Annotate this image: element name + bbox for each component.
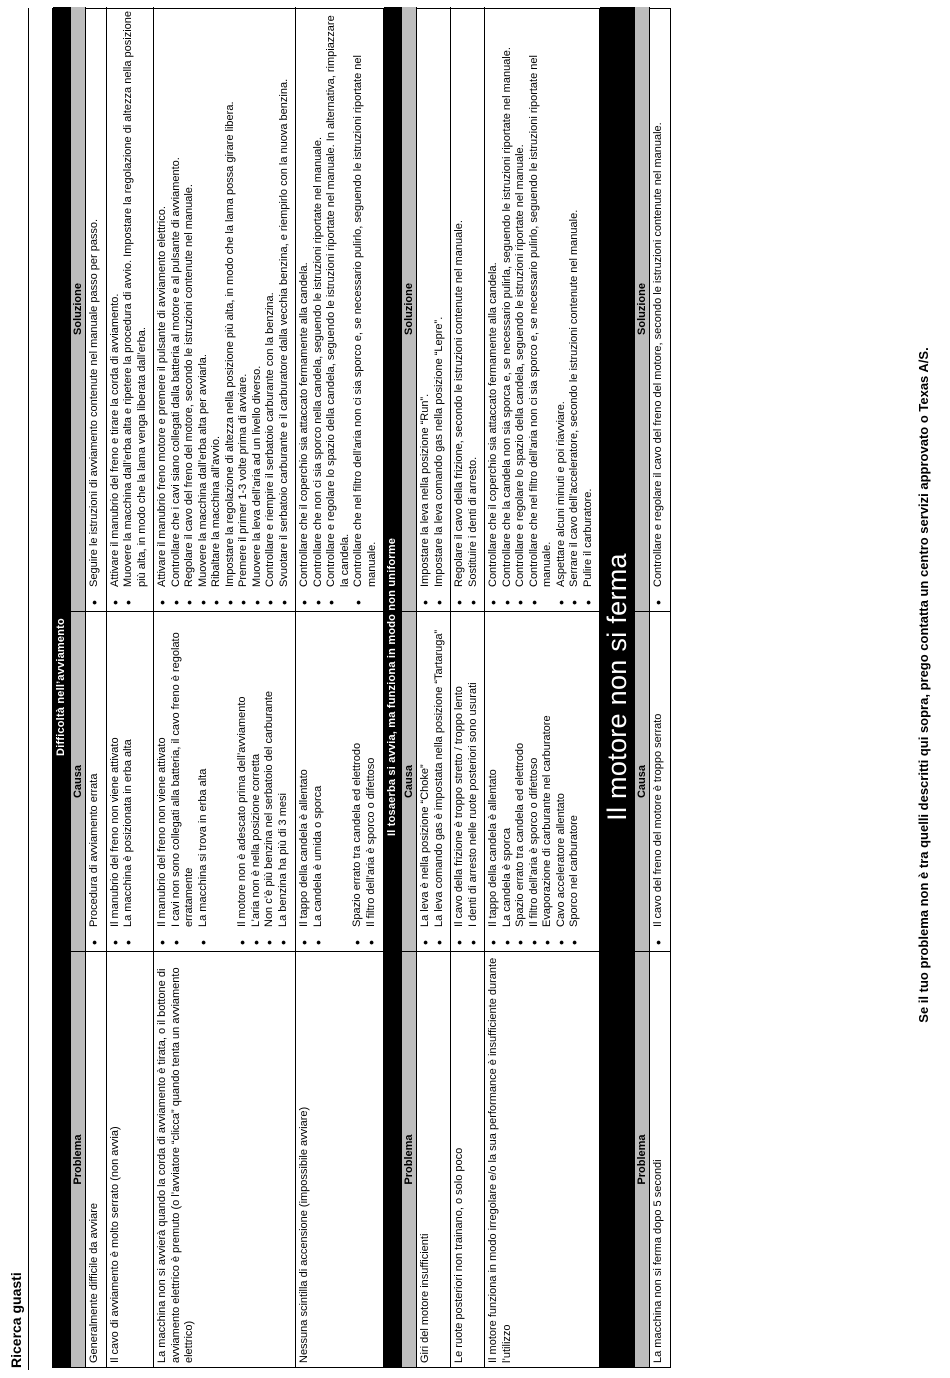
solution-item: • Controllare che non ci sia sporco nella candela, seguendo le istruzioni riportate nel manuale. bbox=[312, 11, 326, 607]
solution-item: • Pulire il carburatore. bbox=[582, 11, 596, 607]
cause-item: • Spazio errato tra candela ed elettrodo bbox=[514, 616, 528, 947]
solution-item: • Impostare la leva comando gas nella posizione “Lepre”. bbox=[433, 11, 447, 607]
cause-cell bbox=[86, 612, 107, 952]
cause-item: • Evaporazione di carburante nel carburatore bbox=[541, 616, 555, 947]
cause-item: • Il cavo del freno del motore è troppo serrato bbox=[652, 616, 666, 947]
cause-item: • Il motore non è adescato prima dell’avviamento bbox=[236, 616, 250, 947]
title-rule bbox=[28, 8, 29, 1370]
solution-item: • Attivare il manubrio freno motore e premere il pulsante di avviamento elettrico. bbox=[156, 11, 170, 607]
solution-cell bbox=[417, 7, 451, 612]
solution-item: • Muovere la leva dell’aria ad un livello diverso. bbox=[251, 11, 265, 607]
cause-item: • Il filtro dell’aria è sporco o difettoso bbox=[365, 616, 379, 947]
solution-item: • Attivare il manubrio del freno e tirare la corda di avviamento. bbox=[109, 11, 123, 607]
cause-cell bbox=[417, 612, 451, 952]
cause-cell bbox=[485, 612, 599, 952]
solution-item: • Controllare che il coperchio sia attaccato fermamente alla candela. bbox=[298, 11, 312, 607]
cause-cell bbox=[154, 612, 296, 952]
section-header: Difficoltà nell’avviamento bbox=[53, 7, 70, 1367]
cause-item: • Il filtro dell’aria è sporco o difettoso bbox=[528, 616, 542, 947]
problem-cell: Giri del motore insufficienti bbox=[417, 952, 451, 1367]
solution-item: • Controllare e riempire il serbatoio carburante con la benzina. bbox=[264, 11, 278, 607]
cause-item: • I cavi non sono collegati alla batteria, il cavo freno è regolato erratamente bbox=[170, 616, 197, 947]
solution-item: • Svuotare il serbatoio carburante e il carburatore dalla vecchia benzina, e riempirlo con la nuova benzina. bbox=[278, 11, 292, 607]
troubleshooting-table bbox=[52, 8, 892, 1368]
cause-item: • I denti di arresto nelle ruote posteriori sono usurati bbox=[467, 616, 481, 947]
solution-item: • Serrare il cavo dell’acceleratore, secondo le istruzioni contenute nel manuale. bbox=[568, 11, 582, 607]
cause-item: • La macchina si trova in erba alta bbox=[197, 616, 211, 947]
problem-cell: Nessuna scintilla di accensione (impossibile avviare) bbox=[298, 1106, 310, 1363]
col-header-solution: Soluzione bbox=[70, 7, 86, 612]
solution-cell bbox=[296, 7, 383, 612]
section-header: Il tosaerba si avvia, ma funziona in modo non uniforme bbox=[384, 7, 401, 1367]
solution-item: • Controllare che la candela non sia sporca e, se necessario pulirla, seguendo le istruzioni riportate nel manuale. bbox=[501, 11, 515, 607]
col-header-solution: Soluzione bbox=[401, 7, 417, 612]
solution-cell bbox=[107, 7, 155, 612]
col-header-cause: Causa bbox=[401, 612, 417, 952]
col-header-problem: Problema bbox=[70, 952, 86, 1367]
solution-item: • Controllare che nel filtro dell’aria non ci sia sporco e, se necessario pulirlo, seguendo le istruzioni riportate nel manuale. bbox=[528, 11, 555, 607]
cause-item: • La macchina è posizionata in erba alta bbox=[122, 616, 136, 947]
solution-item: • Seguire le istruzioni di avviamento contenute nel manuale passo per passo. bbox=[88, 11, 102, 607]
cause-item: • Il manubrio del freno non viene attivato bbox=[156, 616, 170, 947]
cause-cell bbox=[296, 612, 383, 952]
section-uneven-running bbox=[384, 8, 600, 1368]
cause-item: • Il manubrio del freno non viene attivato bbox=[109, 616, 123, 947]
cause-item: • Il tappo della candela è allentato bbox=[298, 616, 312, 947]
solution-item: • Aspettare alcuni minuti e poi riavviare. bbox=[555, 11, 569, 607]
solution-cell bbox=[485, 7, 599, 612]
solution-item: • Premere il primer 1-3 volte prima di avviare. bbox=[237, 11, 251, 607]
solution-cell bbox=[86, 7, 107, 612]
cause-item: • La leva comando gas è impostata nella posizione “Tartaruga” bbox=[433, 616, 447, 947]
cause-item: • Cavo acceleratore allentato bbox=[555, 616, 569, 947]
col-header-solution: Soluzione bbox=[634, 7, 650, 612]
cause-cell bbox=[451, 612, 485, 952]
problem-cell: Generalmente difficile da avviare bbox=[86, 952, 107, 1367]
solution-item: • Ribaltare la macchina all’avvio. bbox=[210, 11, 224, 607]
problem-cell: Le ruote posteriori non trainano, o solo poco bbox=[451, 952, 485, 1367]
solution-item: • Controllare e regolare il cavo del freno del motore, secondo le istruzioni contenute nel manuale. bbox=[652, 11, 666, 607]
col-header-cause: Causa bbox=[70, 612, 86, 952]
cause-item: • La candela è umida o sporca bbox=[312, 616, 326, 947]
solution-item: • Controllare che i cavi siano collegati dalla batteria al motore e al pulsante di avviamento. bbox=[170, 11, 184, 607]
cause-item: • Il tappo della candela è allentato bbox=[487, 616, 501, 947]
cause-item: • Non c’è più benzina nel serbatoio del carburante bbox=[263, 616, 277, 947]
problem-cell: Il motore funziona in modo irregolare e/o la sua performance è insufficiente durante l’utilizzo bbox=[487, 957, 513, 1363]
problem-cell: Il cavo di avviamento è molto serrato (non avvia) bbox=[107, 952, 155, 1367]
solution-item: • Regolare il cavo della frizione, secondo le istruzioni contenute nel manuale. bbox=[453, 11, 467, 607]
page-title: Ricerca guasti bbox=[8, 1272, 24, 1368]
cause-item: • La candela è sporca bbox=[501, 616, 515, 947]
solution-item: • Regolare il cavo del freno del motore, secondo le istruzioni contenute nel manuale. bbox=[183, 11, 197, 607]
solution-item: • Controllare che nel filtro dell’aria non ci sia sporco e, se necessario pulirlo, seguendo le istruzioni riportate nel manuale. bbox=[352, 11, 379, 607]
solution-item: • Sostituire i denti di arresto. bbox=[467, 11, 481, 607]
section-starting-difficulty bbox=[52, 8, 384, 1368]
solution-item: • Impostare la leva nella posizione “Run”. bbox=[419, 11, 433, 607]
solution-cell bbox=[154, 7, 296, 612]
cause-item: • L’aria non è nella posizione corretta bbox=[250, 616, 264, 947]
col-header-problem: Problema bbox=[634, 952, 650, 1367]
cause-item: • La benzina ha più di 3 mesi bbox=[277, 616, 291, 947]
section-header: Il motore non si ferma bbox=[600, 7, 634, 1367]
solution-item: • Controllare e regolare lo spazio della candela, seguendo le istruzioni riportate nel manuale. bbox=[514, 11, 528, 607]
cause-item: • Il cavo della frizione è troppo stretto / troppo lento bbox=[453, 616, 467, 947]
cause-item: • Sporco nel carburatore bbox=[568, 616, 582, 947]
col-header-cause: Causa bbox=[634, 612, 650, 952]
problem-cell: La macchina non si ferma dopo 5 secondi bbox=[652, 1159, 664, 1363]
solution-item: • Impostare la regolazione di altezza nella posizione più alta, in modo che la lama possa girare libera. bbox=[224, 11, 238, 607]
footer-note: Se il tuo problema non è tra quelli descritti qui sopra, prego contatta un centro servizi approvato o Texas A/S. bbox=[916, 347, 931, 1023]
solution-item: • Controllare che il coperchio sia attaccato fermamente alla candela. bbox=[487, 11, 501, 607]
cause-item: • Procedura di avviamento errata bbox=[88, 616, 102, 947]
col-header-problem: Problema bbox=[401, 952, 417, 1367]
problem-cell: La macchina non si avvierà quando la corda di avviamento è tirata, o il bottone di avviamento elettrico è premuto (o l’avviatore “clicca” quando tenta un avviamento elettrico) bbox=[154, 952, 296, 1367]
solution-item: • Muovere la macchina dall’erba alta e ripetere la procedura di avvio. Impostare la regolazione di altezza nella posizione più alta, in modo che la lama venga liberata dall’erba. bbox=[122, 11, 149, 607]
solution-item: • Controllare e regolare lo spazio della candela, seguendo le istruzioni riportate nel manuale. In alternativa, rimpiazzare la candela. bbox=[325, 11, 352, 607]
cause-item: • La leva è nella posizione “Choke” bbox=[419, 616, 433, 947]
cause-item: • Spazio errato tra candela ed elettrodo bbox=[351, 616, 365, 947]
section-engine-does-not-stop bbox=[600, 8, 671, 1368]
solution-cell bbox=[650, 7, 670, 612]
cause-cell bbox=[650, 612, 670, 952]
solution-cell bbox=[451, 7, 485, 612]
cause-cell bbox=[107, 612, 155, 952]
solution-item: • Muovere la macchina dall’erba alta per avviarla. bbox=[197, 11, 211, 607]
